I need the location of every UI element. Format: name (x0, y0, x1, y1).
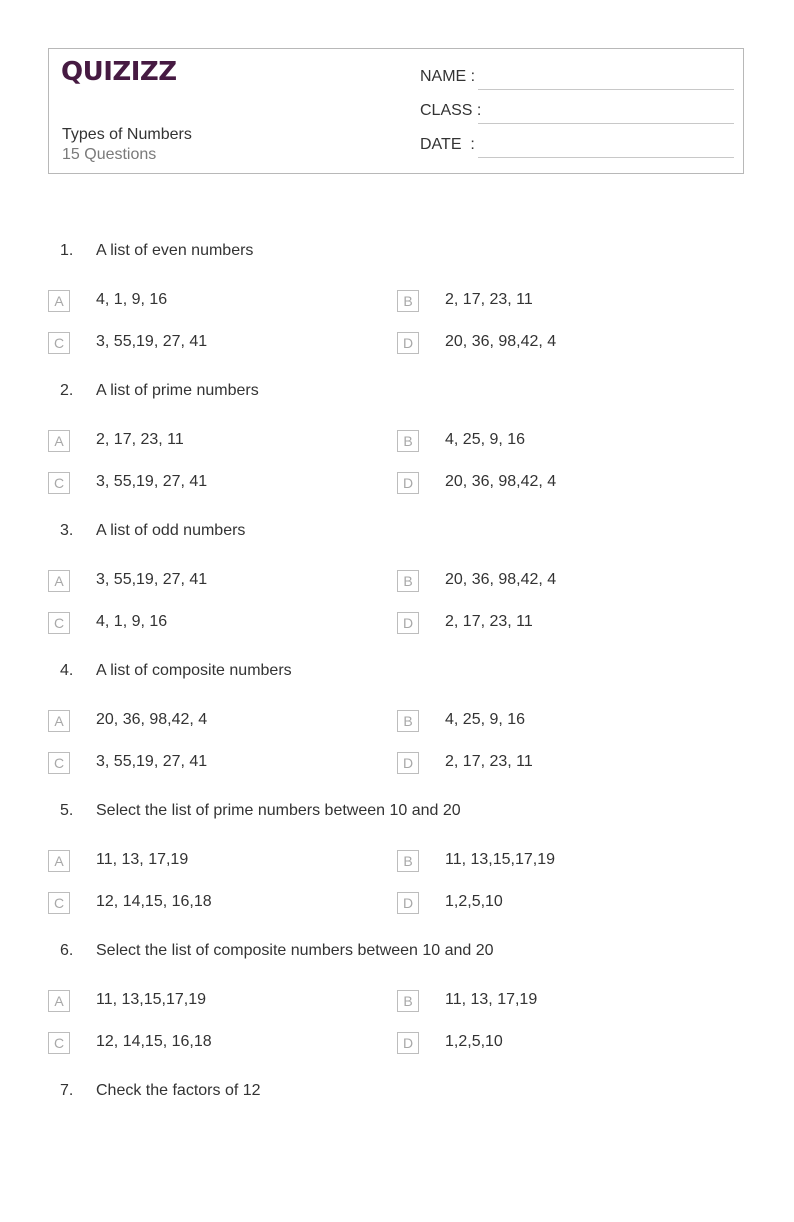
question-4 (0, 662, 794, 802)
option-text: 20, 36, 98,42, 4 (445, 473, 557, 490)
option-letter-box[interactable]: C (48, 612, 70, 634)
option-letter-box[interactable]: D (397, 472, 419, 494)
question-1 (0, 242, 794, 382)
option-letter-box[interactable]: A (48, 990, 70, 1012)
question-text: A list of composite numbers (96, 662, 292, 679)
option-text: 3, 55,19, 27, 41 (96, 571, 208, 588)
name-line[interactable] (478, 89, 734, 90)
option-letter-box[interactable]: C (48, 472, 70, 494)
question-number: 1. (60, 242, 74, 259)
option-letter-box[interactable]: D (397, 612, 419, 634)
question-6 (0, 942, 794, 1082)
option-letter-box[interactable]: B (397, 990, 419, 1012)
option-letter-box[interactable]: D (397, 752, 419, 774)
option-text: 3, 55,19, 27, 41 (96, 473, 208, 490)
date-field[interactable] (420, 136, 734, 160)
option-text: 2, 17, 23, 11 (445, 613, 533, 630)
option-letter-box[interactable]: D (397, 1032, 419, 1054)
question-number: 4. (60, 662, 74, 679)
option-letter-box[interactable]: D (397, 892, 419, 914)
option-text: 2, 17, 23, 11 (445, 753, 533, 770)
option-text: 4, 25, 9, 16 (445, 431, 526, 448)
class-field[interactable] (420, 102, 734, 126)
option-text: 11, 13, 17,19 (445, 991, 538, 1008)
question-number: 2. (60, 382, 74, 399)
option-letter-box[interactable]: B (397, 850, 419, 872)
question-7 (0, 1082, 794, 1222)
option-text: 1,2,5,10 (445, 1033, 503, 1050)
option-text: 11, 13, 17,19 (96, 851, 189, 868)
question-number: 3. (60, 522, 74, 539)
option-letter-box[interactable]: C (48, 752, 70, 774)
question-2 (0, 382, 794, 522)
option-text: 12, 14,15, 16,18 (96, 1033, 212, 1050)
option-text: 2, 17, 23, 11 (96, 431, 184, 448)
option-letter-box[interactable]: B (397, 430, 419, 452)
option-letter-box[interactable]: C (48, 1032, 70, 1054)
worksheet-header (48, 48, 744, 174)
option-text: 20, 36, 98,42, 4 (445, 333, 557, 350)
option-text: 4, 1, 9, 16 (96, 291, 168, 308)
option-text: 11, 13,15,17,19 (445, 851, 556, 868)
option-text: 4, 25, 9, 16 (445, 711, 526, 728)
question-text: A list of odd numbers (96, 522, 246, 539)
question-text: Check the factors of 12 (96, 1082, 261, 1099)
option-letter-box[interactable]: B (397, 570, 419, 592)
question-text: Select the list of prime numbers between 10 and 20 (96, 802, 461, 819)
question-text: A list of prime numbers (96, 382, 259, 399)
option-letter-box[interactable]: C (48, 332, 70, 354)
option-letter-box[interactable]: A (48, 430, 70, 452)
date-line[interactable] (478, 157, 734, 158)
class-label: CLASS : (420, 102, 482, 119)
option-text: 3, 55,19, 27, 41 (96, 753, 208, 770)
name-label: NAME : (420, 68, 476, 85)
name-field[interactable] (420, 68, 734, 92)
option-letter-box[interactable]: C (48, 892, 70, 914)
option-text: 12, 14,15, 16,18 (96, 893, 212, 910)
worksheet-title: Types of Numbers (62, 126, 192, 143)
option-letter-box[interactable]: D (397, 332, 419, 354)
option-text: 1,2,5,10 (445, 893, 503, 910)
class-line[interactable] (478, 123, 734, 124)
question-number: 5. (60, 802, 74, 819)
option-text: 20, 36, 98,42, 4 (96, 711, 208, 728)
question-number: 6. (60, 942, 74, 959)
option-text: 20, 36, 98,42, 4 (445, 571, 557, 588)
question-3 (0, 522, 794, 662)
question-5 (0, 802, 794, 942)
option-letter-box[interactable]: B (397, 290, 419, 312)
option-text: 4, 1, 9, 16 (96, 613, 168, 630)
question-count: 15 Questions (62, 146, 157, 163)
option-text: 2, 17, 23, 11 (445, 291, 533, 308)
quizizz-logo: QUIZIZZ (61, 57, 177, 87)
option-letter-box[interactable]: B (397, 710, 419, 732)
question-text: A list of even numbers (96, 242, 254, 259)
question-number: 7. (60, 1082, 74, 1099)
option-letter-box[interactable]: A (48, 710, 70, 732)
date-label: DATE : (420, 136, 475, 153)
option-text: 3, 55,19, 27, 41 (96, 333, 208, 350)
option-letter-box[interactable]: A (48, 850, 70, 872)
option-letter-box[interactable]: A (48, 570, 70, 592)
option-text: 11, 13,15,17,19 (96, 991, 207, 1008)
option-letter-box[interactable]: A (48, 290, 70, 312)
question-text: Select the list of composite numbers between 10 and 20 (96, 942, 494, 959)
